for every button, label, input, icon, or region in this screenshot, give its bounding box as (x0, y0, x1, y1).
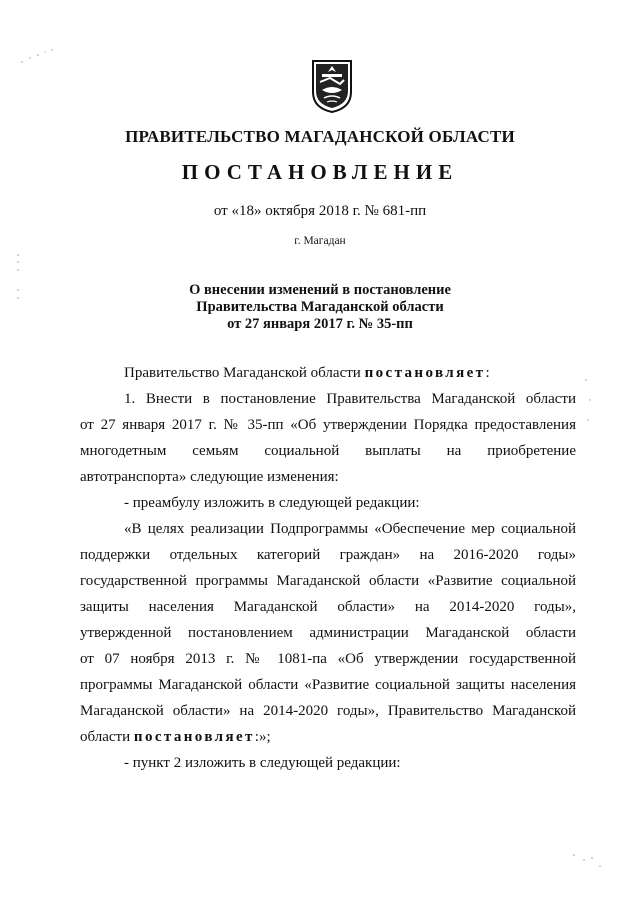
spaced-keyword: постановляет (133, 729, 255, 745)
document-date-number: от «18» октября 2018 г. № 681-пп (213, 203, 427, 219)
paragraph-line: - пункт 2 изложить в следующей редакции: (124, 755, 401, 771)
document-body (80, 360, 576, 776)
paragraph-line: государственной программы Магаданской области «Развитие социальной (80, 573, 576, 589)
paragraph-line: Магаданской области» на 2014-2020 годы», Правительство Магаданской (80, 703, 576, 719)
paragraph-line: защиты населения Магаданской области» на 2014-2020 годы», (80, 599, 576, 615)
text: :»; (254, 729, 271, 745)
text: : (485, 365, 490, 381)
paragraph-line: 1. Внести в постановление Правительства Магаданской области (124, 391, 576, 407)
subject-line: Правительства Магаданской области (196, 299, 444, 315)
paragraph-line (80, 724, 576, 750)
subject-line: О внесении изменений в постановление (189, 282, 451, 298)
paragraph-preamble (80, 360, 576, 386)
org-title: ПРАВИТЕЛЬСТВО МАГАДАНСКОЙ ОБЛАСТИ (125, 127, 515, 146)
paragraph-line: автотранспорта» следующие изменения: (80, 469, 339, 485)
subject-line: от 27 января 2017 г. № 35-пп (227, 316, 413, 332)
text: области (80, 729, 134, 745)
paragraph-line: от 07 ноября 2013 г. № 1081-па «Об утверждении государственной (80, 651, 576, 667)
paragraph-line: - преамбулу изложить в следующей редакции: (124, 495, 420, 511)
spaced-keyword: постановляет (364, 365, 486, 381)
document-type: ПОСТАНОВЛЕНИЕ (181, 160, 459, 184)
document-subject (0, 282, 640, 333)
paragraph-line: от 27 января 2017 г. № 35-пп «Об утверждении Порядка предоставления (80, 417, 576, 433)
paragraph-line: многодетным семьям социальной выплаты на приобретение (80, 443, 576, 459)
coat-of-arms-icon (310, 58, 354, 114)
paragraph-line: поддержки отдельных категорий граждан» на 2016-2020 годы» (80, 547, 576, 563)
paragraph-line: утвержденной постановлением администрации Магаданской области (80, 625, 576, 641)
paragraph-line: программы Магаданской области «Развитие социальной защиты населения (80, 677, 576, 693)
text: Правительство Магаданской области (124, 365, 365, 381)
document-city: г. Магадан (294, 235, 346, 247)
paragraph-line: «В целях реализации Подпрограммы «Обеспечение мер социальной (124, 521, 576, 537)
